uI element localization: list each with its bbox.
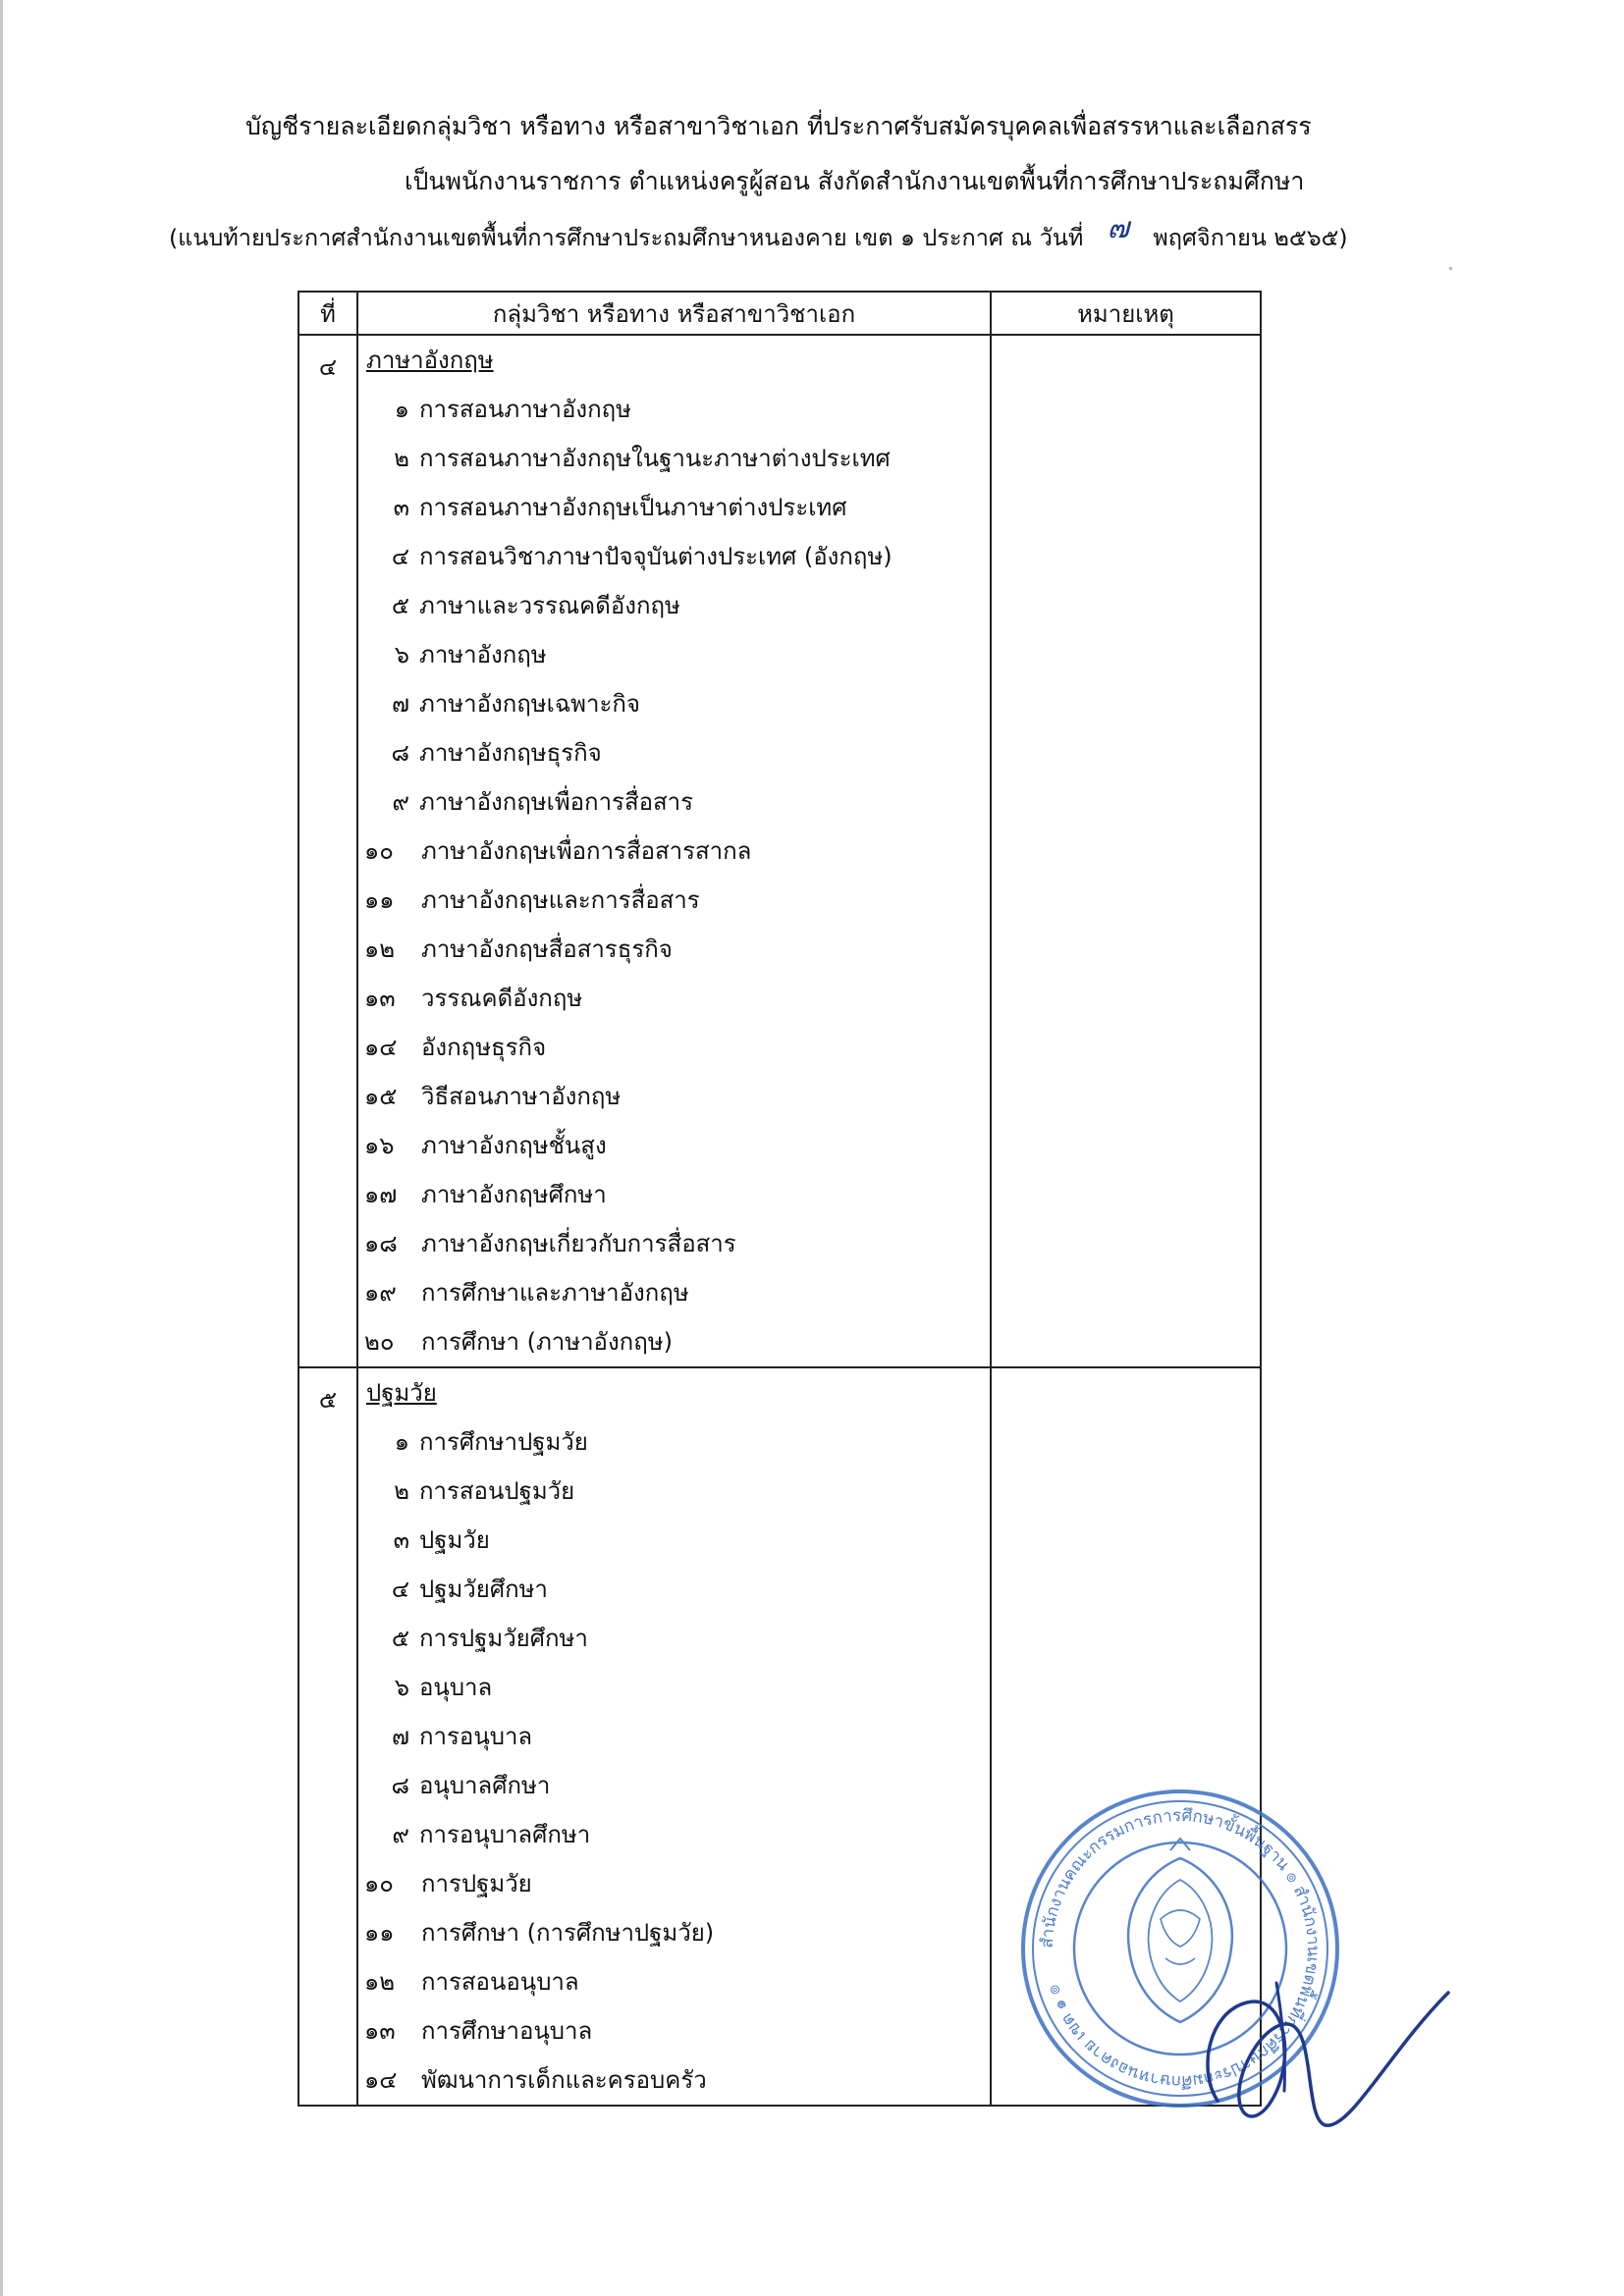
list-item [358,385,990,434]
list-item [358,630,990,679]
group-number: ๕ [298,1367,357,2106]
item-text: การอนุบาลศึกษา [419,1821,591,1848]
remarks-cell [991,335,1261,1367]
item-text: ภาษาอังกฤษเพื่อการสื่อสารสากล [421,837,752,865]
list-item [358,777,990,827]
handwritten-day: ๗ [1107,211,1130,245]
header-line-2: เป็นพนักงานราชการ ตำแหน่งครูผู้สอน สังกัดสำนักงานเขตพื้นที่การศึกษาประถมศึกษา [405,167,1305,195]
item-number: ๑๗ [364,1181,398,1208]
remarks-cell [991,1367,1261,2106]
column-header-subject: กลุ่มวิชา หรือทาง หรือสาขาวิชาเอก [357,292,991,335]
item-text: ภาษาอังกฤษ [419,641,547,668]
item-number: ๑๑ [364,886,395,914]
item-number: ๗ [391,690,409,718]
item-text: การสอนปฐมวัย [419,1477,575,1505]
header-line-3-after: พฤศจิกายน ๒๕๖๕) [1153,224,1348,251]
item-number: ๑๔ [364,1034,398,1061]
item-number: ๘ [391,739,409,767]
table-header-row [298,292,1261,335]
item-number: ๕ [391,1625,409,1652]
list-item [358,1712,990,1761]
scan-edge [0,0,3,2296]
item-text: ภาษาอังกฤษเกี่ยวกับการสื่อสาร [421,1230,736,1257]
item-text: วรรณคดีอังกฤษ [421,985,583,1012]
item-text: การปฐมวัยศึกษา [419,1625,588,1652]
item-number: ๑๐ [364,837,394,865]
item-number: ๑๒ [364,1968,396,1996]
group-subjects-cell [357,335,991,1367]
item-number: ๙ [392,788,409,816]
item-number: ๑๓ [364,985,396,1012]
list-item [358,1565,990,1614]
list-item [358,2056,990,2105]
item-text: ภาษาอังกฤษเพื่อการสื่อสาร [419,788,694,816]
item-number: ๘ [391,1772,409,1799]
list-item [358,925,990,974]
item-number: ๑ [394,396,409,423]
item-text: ภาษาอังกฤษศึกษา [421,1181,607,1208]
item-text: ภาษาอังกฤษธุรกิจ [419,739,602,767]
column-header-remarks: หมายเหตุ [991,292,1261,335]
list-item [358,827,990,876]
list-item [358,1023,990,1072]
item-number: ๒ [394,1477,409,1505]
item-number: ๑๒ [364,935,396,963]
item-text: การศึกษา (การศึกษาปฐมวัย) [421,1919,715,1947]
item-text: ภาษาอังกฤษชั้นสูง [421,1132,607,1159]
list-item [358,2006,990,2056]
list-item [358,1317,990,1366]
item-number: ๔ [391,543,409,570]
item-number: ๑๕ [364,1083,398,1110]
item-number: ๙ [392,1821,409,1848]
item-number: ๕ [391,592,409,619]
item-number: ๔ [391,1575,409,1603]
group-row [298,1367,1261,2106]
list-item [358,1908,990,1957]
list-item [358,532,990,581]
item-number: ๖ [394,1674,409,1701]
item-text: ภาษาและวรรณคดีอังกฤษ [419,592,680,619]
item-number: ๒ [394,445,409,472]
list-item [358,1121,990,1170]
group-title: ภาษาอังกฤษ [366,347,494,374]
seal-ring-text: สำนักงานคณะกรรมการการศึกษาขั้นพื้นฐาน ๏ สำนักงานเขตพื้นที่การศึกษาประถมศึกษาหนองคาย เขต ๑ ๏ [1037,1805,1324,2092]
item-text: ภาษาอังกฤษเฉพาะกิจ [419,690,640,718]
item-text: การอนุบาล [419,1723,533,1750]
item-text: การสอนภาษาอังกฤษเป็นภาษาต่างประเทศ [419,494,847,521]
group-subjects-cell [357,1367,991,2106]
list-item [358,1219,990,1268]
item-number: ๑๑ [364,1919,395,1947]
item-number: ๑๘ [364,1230,398,1257]
item-text: การสอนภาษาอังกฤษในฐานะภาษาต่างประเทศ [419,445,891,472]
list-item [358,483,990,532]
group-row [298,335,1261,1367]
header-line-3 [169,211,1348,254]
item-text: การศึกษาปฐมวัย [419,1428,588,1456]
list-item [358,1810,990,1859]
list-item [358,974,990,1023]
item-text: วิธีสอนภาษาอังกฤษ [421,1083,622,1110]
list-item [358,1957,990,2006]
item-text: อนุบาลศึกษา [419,1772,551,1799]
item-number: ๑๓ [364,2017,396,2045]
list-item [358,1467,990,1516]
item-number: ๑๙ [364,1279,397,1307]
item-text: การศึกษาและภาษาอังกฤษ [421,1279,689,1307]
header-line-3-before: (แนบท้ายประกาศสำนักงานเขตพื้นที่การศึกษาประถมศึกษาหนองคาย เขต ๑ ประกาศ ณ วันที่ [169,224,1084,251]
item-text: อนุบาล [419,1674,493,1701]
item-number: ๓ [393,494,409,521]
list-item [358,728,990,777]
list-item [358,1170,990,1219]
item-number: ๖ [394,641,409,668]
item-text: การปฐมวัย [421,1870,532,1897]
list-item [358,434,990,483]
item-text: การสอนวิชาภาษาปัจจุบันต่างประเทศ (อังกฤษ) [419,543,893,570]
list-item [358,876,990,925]
item-number: ๑ [394,1428,409,1456]
item-text: ภาษาอังกฤษและการสื่อสาร [421,886,700,914]
item-text: การศึกษาอนุบาล [421,2017,593,2045]
column-header-no: ที่ [298,292,357,335]
item-number: ๒๐ [364,1328,395,1356]
list-item [358,1663,990,1712]
list-item [358,1761,990,1810]
table-body [298,335,1261,2106]
item-number: ๑๖ [364,1132,395,1159]
list-item [358,1516,990,1565]
speck [1449,267,1452,270]
item-number: ๑๐ [364,1870,394,1897]
item-text: การศึกษา (ภาษาอังกฤษ) [421,1328,673,1356]
item-text: การสอนภาษาอังกฤษ [419,396,631,423]
list-item [358,1072,990,1121]
list-item [358,1268,990,1317]
list-item [358,1417,990,1467]
list-item [358,581,990,630]
item-text: การสอนอนุบาล [421,1968,579,1996]
group-number: ๔ [298,335,357,1367]
header-line-1: บัญชีรายละเอียดกลุ่มวิชา หรือทาง หรือสาขาวิชาเอก ที่ประกาศรับสมัครบุคคลเพื่อสรรหาและเลือกสรร [245,112,1312,140]
item-text: ปฐมวัยศึกษา [419,1575,548,1603]
item-text: พัฒนาการเด็กและครอบครัว [421,2066,707,2094]
list-item [358,679,990,728]
list-item [358,1614,990,1663]
subject-table [298,291,1262,2107]
item-number: ๓ [393,1526,409,1554]
item-number: ๑๔ [364,2066,398,2094]
item-text: ปฐมวัย [419,1526,490,1554]
item-number: ๗ [391,1723,409,1750]
list-item [358,1859,990,1908]
group-title: ปฐมวัย [366,1379,437,1407]
item-text: ภาษาอังกฤษสื่อสารธุรกิจ [421,935,673,963]
item-text: อังกฤษธุรกิจ [421,1034,547,1061]
